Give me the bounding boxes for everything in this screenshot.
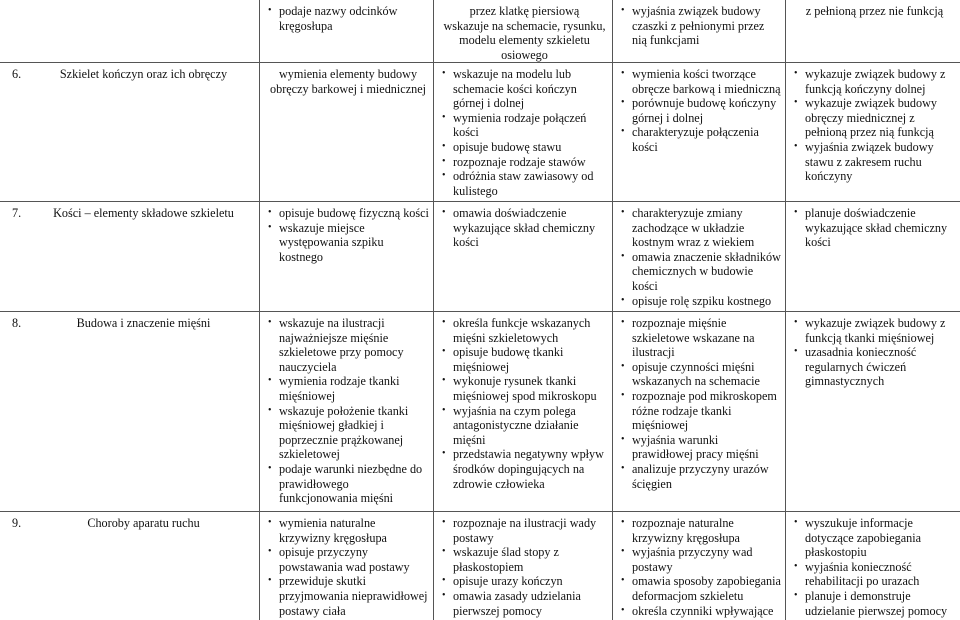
list-item: • wskazuje położenie tkanki mięśniowej gładkiej i poprzecznie prążkowanej szkieletowej bbox=[267, 404, 429, 462]
list-item: • omawia zasady udzielania pierwszej pomocy bbox=[441, 589, 608, 618]
requirements-excellent-cell bbox=[793, 67, 956, 202]
requirements-good-cell bbox=[441, 4, 608, 63]
list-item: • przewiduje skutki przyjmowania nieprawidłowej postawy ciała bbox=[267, 574, 429, 618]
list-item: • uzasadnia konieczność regularnych ćwiczeń gimnastycznych bbox=[793, 345, 956, 389]
topic-title: Szkielet kończyn oraz ich obręczy bbox=[59, 67, 228, 81]
list-item: • wymienia rodzaje tkanki mięśniowej bbox=[267, 374, 429, 403]
topic-number: 6. bbox=[12, 67, 22, 81]
list-item: • podaje warunki niezbędne do prawidłowego funkcjonowania mięśni bbox=[267, 462, 429, 506]
bullet-list bbox=[620, 67, 781, 155]
cell-text: wymienia elementy budowy obręczy barkowej i miednicznej bbox=[270, 67, 426, 96]
topic-cell bbox=[8, 206, 251, 312]
bullet-list bbox=[620, 516, 781, 618]
requirements-basic-cell bbox=[267, 206, 429, 312]
list-item: • wymienia rodzaje połączeń kości bbox=[441, 111, 608, 140]
list-item: • planuje doświadczenie wykazujące skład chemiczny kości bbox=[793, 206, 956, 250]
list-item: • charakteryzuje zmiany zachodzące w układzie kostnym wraz z wiekiem bbox=[620, 206, 781, 250]
requirements-basic-cell bbox=[267, 67, 429, 202]
topic-cell bbox=[8, 316, 251, 512]
column-divider bbox=[259, 0, 260, 620]
requirements-very-good-cell bbox=[620, 67, 781, 202]
bullet-list bbox=[267, 206, 429, 264]
list-item: • wskazuje miejsce występowania szpiku kostnego bbox=[267, 221, 429, 265]
column-divider bbox=[433, 0, 434, 620]
list-item: • wykazuje związek budowy obręczy miednicznej z pełnioną przez nią funkcją bbox=[793, 96, 956, 140]
list-item: • rozpoznaje mięśnie szkieletowe wskazane na ilustracji bbox=[620, 316, 781, 360]
list-item: • wskazuje na modelu lub schemacie kości kończyn górnej i dolnej bbox=[441, 67, 608, 111]
list-item: • przedstawia negatywny wpływ środków dopingujących na zdrowie człowieka bbox=[441, 447, 608, 491]
topic-number: 7. bbox=[12, 206, 22, 220]
requirements-basic-cell bbox=[267, 316, 429, 512]
bullet-list bbox=[793, 316, 956, 389]
requirements-basic-cell bbox=[267, 516, 429, 620]
bullet-list bbox=[441, 316, 608, 491]
topic-cell bbox=[8, 4, 251, 63]
topic-heading bbox=[8, 206, 251, 221]
list-item: • odróżnia staw zawiasowy od kulistego bbox=[441, 169, 608, 198]
bullet-list bbox=[441, 516, 608, 618]
topic-title: Budowa i znaczenie mięśni bbox=[76, 316, 211, 330]
topic-title: Choroby aparatu ruchu bbox=[87, 516, 200, 530]
list-item: • wyjaśnia przyczyny wad postawy bbox=[620, 545, 781, 574]
topic-heading bbox=[8, 516, 251, 531]
bullet-list bbox=[620, 206, 781, 308]
topic-number: 9. bbox=[12, 516, 22, 530]
list-item: • omawia doświadczenie wykazujące skład chemiczny kości bbox=[441, 206, 608, 250]
list-item: • omawia sposoby zapobiegania deformacjom szkieletu bbox=[620, 574, 781, 603]
list-item: • wykazuje związek budowy z funkcją kończyny dolnej bbox=[793, 67, 956, 96]
requirements-very-good-cell bbox=[620, 206, 781, 312]
cell-text: przez klatkę piersiową bbox=[469, 4, 580, 18]
requirements-very-good-cell bbox=[620, 516, 781, 620]
bullet-list bbox=[793, 516, 956, 618]
list-item: • planuje i demonstruje udzielanie pierwszej pomocy bbox=[793, 589, 956, 618]
requirements-good-cell bbox=[441, 206, 608, 312]
list-item: • wskazuje ślad stopy z płaskostopiem bbox=[441, 545, 608, 574]
requirements-good-cell bbox=[441, 67, 608, 202]
list-item: • porównuje budowę kończyny górnej i dolnej bbox=[620, 96, 781, 125]
list-item: • wskazuje na ilustracji najważniejsze mięśnie szkieletowe przy pomocy nauczyciela bbox=[267, 316, 429, 374]
list-item: • opisuje budowę tkanki mięśniowej bbox=[441, 345, 608, 374]
list-item: • analizuje przyczyny urazów ścięgien bbox=[620, 462, 781, 491]
requirements-excellent-cell bbox=[793, 206, 956, 312]
list-item: • wyjaśnia na czym polega antagonistyczne działanie mięśni bbox=[441, 404, 608, 448]
list-item: • wymienia kości tworzące obręcze barkową i miedniczną bbox=[620, 67, 781, 96]
cell-text: wskazuje na schemacie, rysunku, modelu elementy szkieletu osiowego bbox=[443, 18, 606, 62]
list-item: • opisuje przyczyny powstawania wad postawy bbox=[267, 545, 429, 574]
list-item: • określa funkcje wskazanych mięśni szkieletowych bbox=[441, 316, 608, 345]
topic-heading bbox=[8, 67, 251, 82]
list-item: • wymienia naturalne krzywizny kręgosłupa bbox=[267, 516, 429, 545]
list-item: • podaje nazwy odcinków kręgosłupa bbox=[267, 4, 429, 33]
cell-text: z pełnioną przez nie funkcją bbox=[805, 4, 944, 18]
requirements-good-cell bbox=[441, 316, 608, 512]
bullet-list bbox=[793, 67, 956, 184]
column-divider bbox=[785, 0, 786, 620]
requirements-very-good-cell bbox=[620, 316, 781, 512]
list-item: • określa czynniki wpływające bbox=[620, 604, 781, 619]
list-item: • opisuje budowę fizyczną kości bbox=[267, 206, 429, 221]
list-item: • charakteryzuje połączenia kości bbox=[620, 125, 781, 154]
list-item: • wyjaśnia związek budowy czaszki z pełnionymi przez nią funkcjami bbox=[620, 4, 781, 48]
topic-cell bbox=[8, 67, 251, 202]
list-item: • opisuje budowę stawu bbox=[441, 140, 608, 155]
topic-cell bbox=[8, 516, 251, 620]
list-item: • wyjaśnia warunki prawidłowej pracy mięśni bbox=[620, 433, 781, 462]
requirements-excellent-cell bbox=[793, 4, 956, 63]
list-item: • wykazuje związek budowy z funkcją tkanki mięśniowej bbox=[793, 316, 956, 345]
requirements-good-cell bbox=[441, 516, 608, 620]
list-item: • wykonuje rysunek tkanki mięśniowej spod mikroskopu bbox=[441, 374, 608, 403]
list-item: • opisuje urazy kończyn bbox=[441, 574, 608, 589]
bullet-list bbox=[267, 516, 429, 618]
list-item: • wyjaśnia konieczność rehabilitacji po urazach bbox=[793, 560, 956, 589]
list-item: • opisuje rolę szpiku kostnego bbox=[620, 294, 781, 309]
requirements-excellent-cell bbox=[793, 316, 956, 512]
topic-heading bbox=[8, 316, 251, 331]
list-item: • wyjaśnia związek budowy stawu z zakresem ruchu kończyny bbox=[793, 140, 956, 184]
list-item: • rozpoznaje rodzaje stawów bbox=[441, 155, 608, 170]
requirements-basic-cell bbox=[267, 4, 429, 63]
list-item: • omawia znaczenie składników chemicznych w budowie kości bbox=[620, 250, 781, 294]
bullet-list bbox=[267, 316, 429, 506]
bullet-list bbox=[620, 4, 781, 48]
bullet-list bbox=[793, 206, 956, 250]
topic-title: Kości – elementy składowe szkieletu bbox=[53, 206, 234, 220]
list-item: • rozpoznaje naturalne krzywizny kręgosłupa bbox=[620, 516, 781, 545]
bullet-list bbox=[620, 316, 781, 491]
bullet-list bbox=[267, 4, 429, 33]
list-item: • wyszukuje informacje dotyczące zapobiegania płaskostopiu bbox=[793, 516, 956, 560]
list-item: • rozpoznaje pod mikroskopem różne rodzaje tkanki mięśniowej bbox=[620, 389, 781, 433]
bullet-list bbox=[441, 67, 608, 198]
bullet-list bbox=[441, 206, 608, 250]
requirements-excellent-cell bbox=[793, 516, 956, 620]
topic-number: 8. bbox=[12, 316, 22, 330]
requirements-very-good-cell bbox=[620, 4, 781, 63]
column-divider bbox=[612, 0, 613, 620]
list-item: • opisuje czynności mięśni wskazanych na schemacie bbox=[620, 360, 781, 389]
list-item: • rozpoznaje na ilustracji wady postawy bbox=[441, 516, 608, 545]
